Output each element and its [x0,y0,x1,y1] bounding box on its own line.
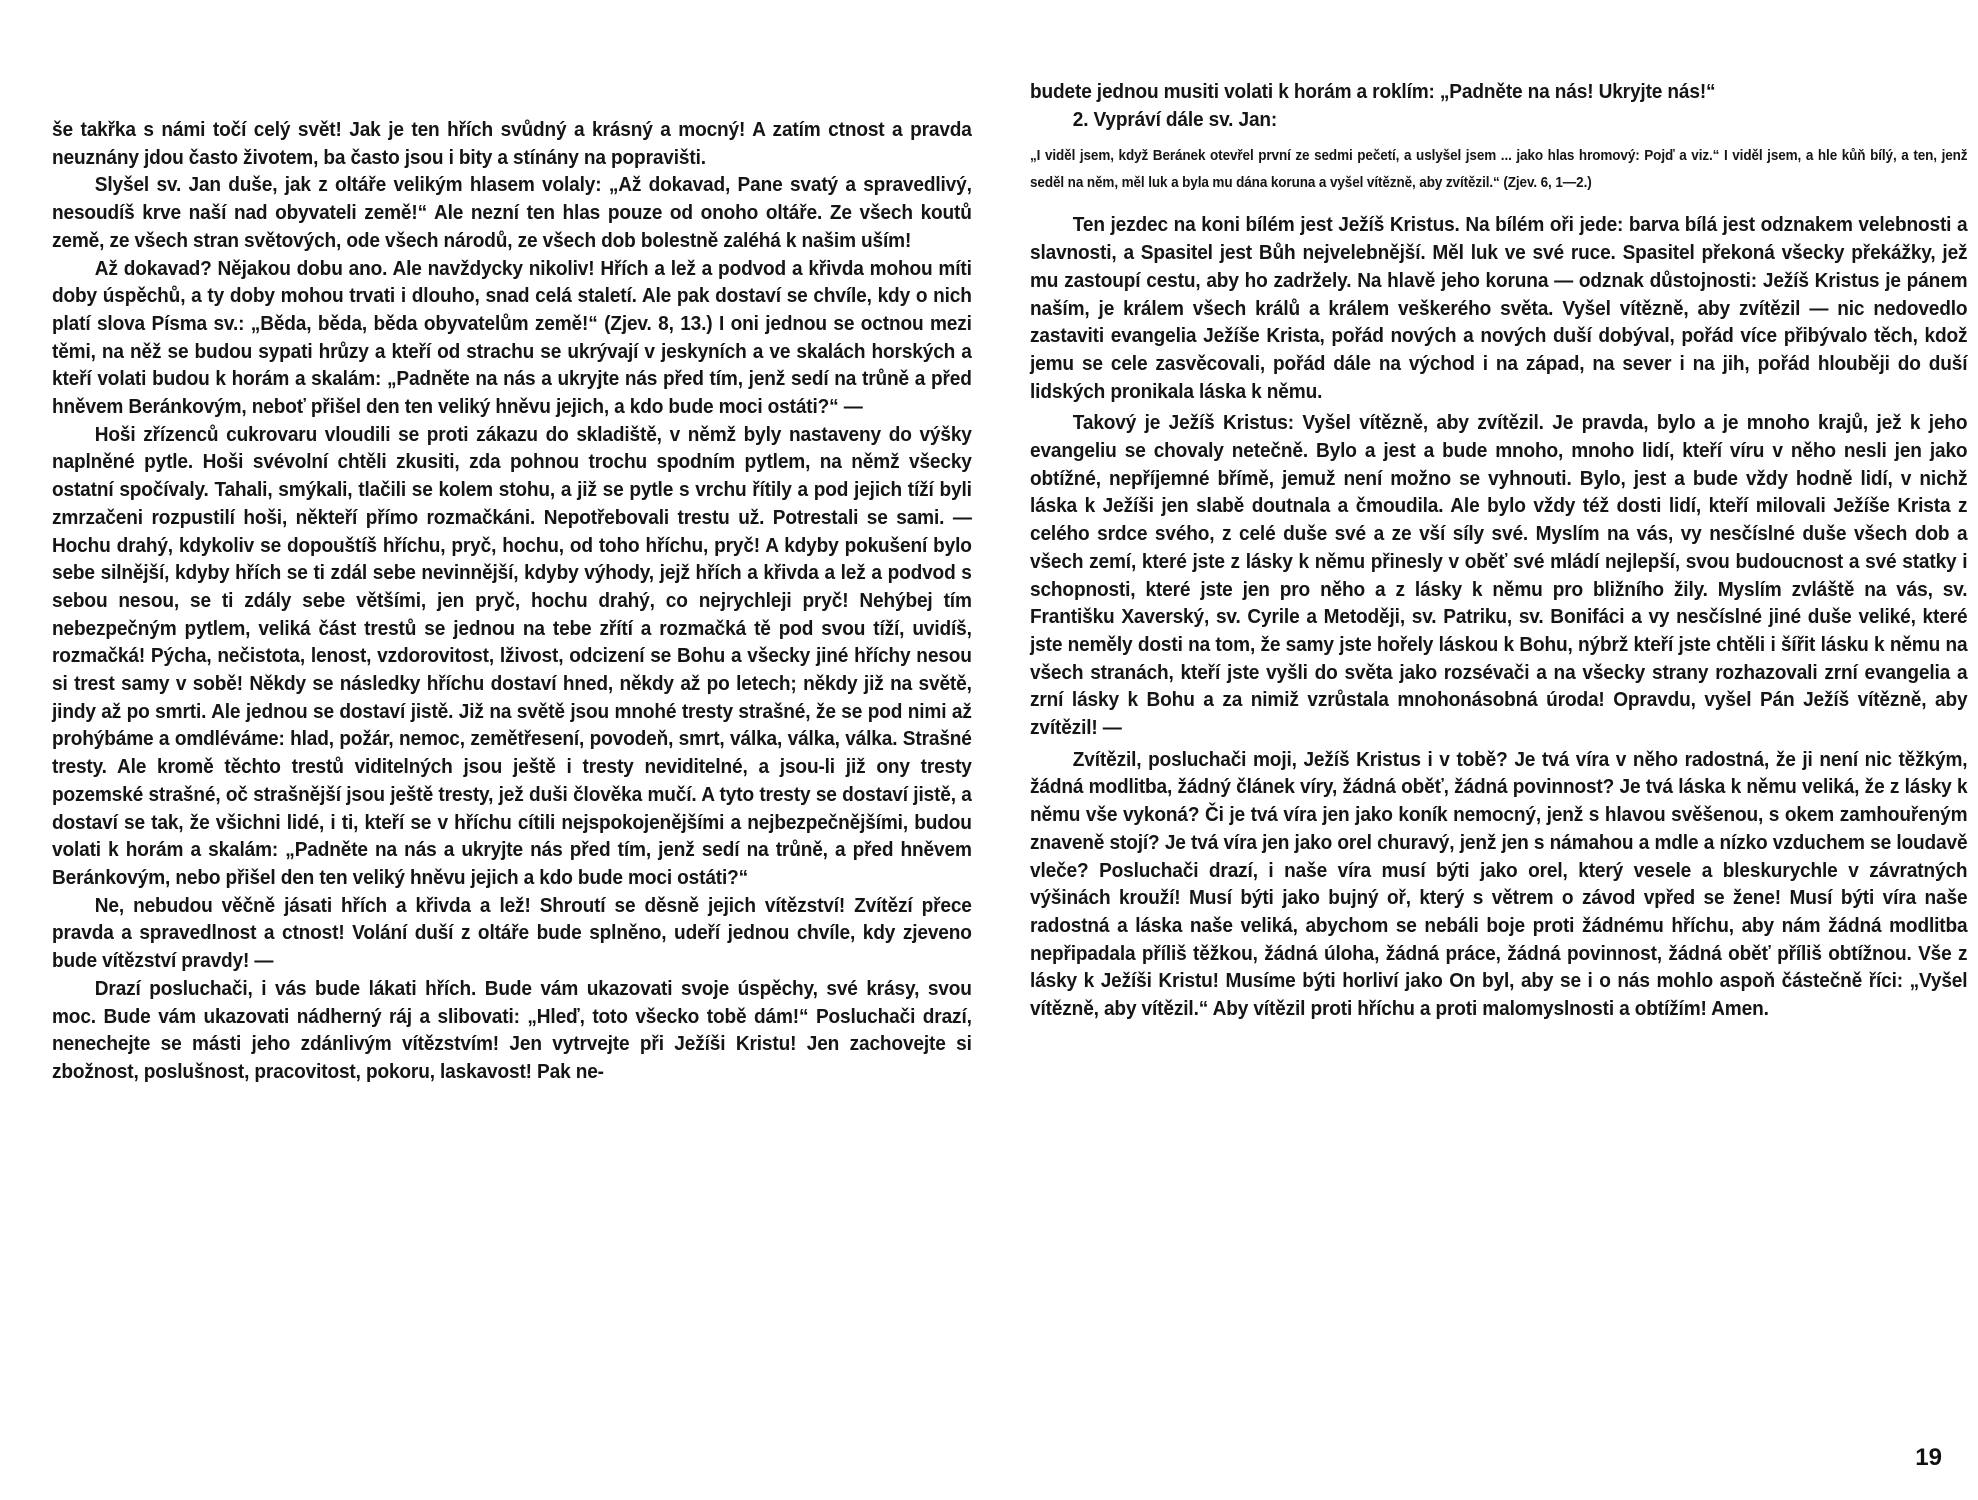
right-page [989,0,1978,1500]
page-number: 19 [1915,1444,1942,1471]
left-paragraph-4: Hoši zřízenců cukrovaru vloudili se proti zákazu do skladiště, v němž byly nastaveny do výšky naplněné pytle. Hoši svévolní chtěli zkusiti, zda pohnou trochu spodním pytlem, na němž všecky ostatní spočívaly. Tahali, smýkali, tlačili se kolem stohu, a již se pytle s vrchu řítily a pod jejich tíží byli zmrzačeni rozpustilí hoši, někteří přímo rozmačkáni. Nepotřebovali trestu už. Potrestali se sami. — Hochu drahý, kdykoliv se dopouštíš hříchu, pryč, hochu, od toho hříchu, pryč! A kdyby pokušení bylo sebe silnější, kdyby hřích se ti zdál sebe nevinnější, kdyby výhody, jejž hřích a křivda a lež a podvod s sebou nesou, se ti zdály sebe většími, jen pryč, hochu drahý, co nejrychleji pryč! Nehýbej tím nebezpečným pytlem, veliká část trestů se jednou na tebe zřítí a rozmačká tě pod svou tíží, uvidíš, rozmačká! Pýcha, nečistota, lenost, vzdorovitost, lživost, odcizení se Bohu a všecky jiné hříchy nesou si trest samy v sobě! Někdy se následky hříchu dostaví hned, někdy až po letech; někdy již na světě, jindy až po smrti. Ale jednou se dostaví jistě. Již na světě jsou mnohé tresty strašné, že se pod nimi až prohýbáme a omdléváme: hlad, požár, nemoc, zemětřesení, povodeň, smrt, válka, válka, válka. Strašné tresty. Ale kromě těchto trestů viditelných jsou ještě i tresty neviditelné, a jsou-li již ony tresty pozemské strašné, oč strašnější jsou ještě tresty, jež duši člověka mučí. A tyto tresty se dostaví jistě, a dostaví se tak, že všichni lidé, i ti, kteří se v hříchu cítili nejspokojenějšími a nejbezpečnějšími, budou volati k horám a skalám: „Padněte na nás a ukryjte nás před tím, jenž sedí na trůně, a před hněvem Beránkovým, nebo přišel den ten veliký hněvu jejich a kdo bude moci ostáti?“ [52,422,972,889]
right-page-text-column [1030,78,1967,1023]
scripture-quote: „I viděl jsem, když Beránek otevřel první ze sedmi pečetí, a uslyšel jsem ... jako hlas hromový: Pojď a viz.“ I viděl jsem, a hle kůň bílý, a ten, jenž seděl na něm, měl luk a byla mu dána koruna a vyšel vítězně, aby zvítězil.“ (Zjev. 6, 1—2.) [1030,148,1968,192]
right-paragraph-1: Ten jezdec na koni bílém jest Ježíš Kristus. Na bílém oři jede: barva bílá jest odznakem velebnosti a slavnosti, a Spasitel jest Bůh nejvelebnější. Měl luk ve své ruce. Spasitel překoná všecky překážky, jež mu zastoupí cestu, aby ho zadržely. Na hlavě jeho koruna — odznak důstojnosti: Ježíš Kristus je pánem naším, je králem všech králů a králem veškerého světa. Vyšel vítězně, aby zvítězil — nic nedovedlo zastaviti evangelia Ježíše Krista, pořád nových a nových duší dobýval, pořád více přibývalo těch, kdož jemu se cele zasvěcovali, pořád dále na východ i na západ, na sever i na jih, pořád hlouběji do duší lidských pronikala láska k němu. [1030,213,1968,403]
section-heading: 2. Vypráví dále sv. Jan: [1072,107,1278,131]
left-paragraph-2: Slyšel sv. Jan duše, jak z oltáře velikým hlasem volaly: „Až dokavad, Pane svatý a spravedlivý, nesoudíš krve naší nad obyvateli země!“ Ale nezní ten hlas pouze od onoho oltáře. Ze všech koutů země, ze všech stran světových, ode všech národů, ze všech dob bolestně zaléhá k našim uším! [52,173,972,252]
left-page-text-column [52,116,972,1086]
left-paragraph-1: še takřka s námi točí celý svět! Jak je ten hřích svůdný a krásný a mocný! A zatím ctnost a pravda neuznány jdou často životem, ba často jsou i bity a stínány na popravišti. [52,118,972,169]
left-paragraph-3: Až dokavad? Nějakou dobu ano. Ale navždycky nikoliv! Hřích a lež a podvod a křivda mohou míti doby úspěchů, a ty doby mohou trvati i dlouho, snad celá staletí. Ale pak dostaví se chvíle, kdy o nich platí slova Písma sv.: „Běda, běda, běda obyvatelům země!“ (Zjev. 8, 13.) I oni jednou se octnou mezi těmi, na něž se budou sypati hrůzy a kteří od strachu se ukrývají v jeskyních a ve skalách horských a kteří volati budou k horám a skalám: „Padněte na nás a ukryjte nás před tím, jenž sedí na trůně a před hněvem Beránkovým, neboť přišel den ten veliký hněvu jejich, a kdo bude moci ostáti?“ — [52,256,972,419]
right-paragraph-2: Takový je Ježíš Kristus: Vyšel vítězně, aby zvítězil. Je pravda, bylo a je mnoho krajů, jež k jeho evangeliu se chovaly netečně. Bylo a jest a bude mnoho, mnoho lidí, kteří víru v něho nesli jen jako obtížné, nepříjemné břímě, jemuž není možno se vyhnouti. Bylo, jest a bude vždy hodně lidí, v nichž láska k Ježíši jen slabě doutnala a čmoudila. Ale bylo vždy též dosti lidí, kteří milovali Ježíše Krista z celého srdce svého, z celé duše své a ze vší síly své. Myslím na vás, vy nesčíslné duše všech dob a všech zemí, které jste z lásky k němu přinesly v oběť své mládí nejlepší, svou budoucnost a své statky i schopnosti, které jste jen pro něho a z lásky k němu pro bližního žily. Myslím zvláště na vás, sv. Františku Xaverský, sv. Cyrile a Metoději, sv. Patriku, sv. Bonifáci a vy nesčíslné jiné duše veliké, které jste neměly dosti na tom, že samy jste hořely láskou k Bohu, nýbrž kteří jste chtěli i šířit lásku k němu na všech stranách, kteří jste vyšli do světa jako rozsévači a na všecky strany rozhazovali zrní evangelia a zrní lásky k Bohu a za nimiž vzrůstala mnohonásobná úroda! Opravdu, vyšel Pán Ježíš vítězně, aby zvítězil! — [1030,411,1968,740]
right-opening-paragraph: budete jednou musiti volati k horám a roklím: „Padněte na nás! Ukryjte nás!“ [1030,80,1716,103]
left-paragraph-5: Ne, nebudou věčně jásati hřích a křivda a lež! Shroutí se děsně jejich vítězství! Zvítězí přece pravda a spravedlnost a ctnost! Volání duší z oltáře bude splněno, udeří jednou chvíle, kdy zjeveno bude vítězství pravdy! — [52,893,972,973]
right-paragraph-3: Zvítězil, posluchači moji, Ježíš Kristus i v tobě? Je tvá víra v něho radostná, že ji není nic těžkým, žádná modlitba, žádný článek víry, žádná oběť, žádná povinnost? Je tvá láska k němu veliká, že z lásky k němu vše vykoná? Či je tvá víra jen jako koník nemocný, jenž s hlavou svěšenou, s okem zamhouřeným znaveně stojí? Je tvá víra jen jako orel churavý, jenž jen s námahou a mdle a nízko vzduchem se loudavě vleče? Posluchači drazí, i naše víra musí býti jako orel, který vesele a bleskurychle v závratných výšinách krouží! Musí býti jako bujný oř, který s větrem o závod vpřed se žene! Musí býti víra naše radostná a láska naše veliká, abychom se nebáli boje proti žádnému hříchu, aby nám žádná modlitba nepřipadala příliš těžkou, žádná úloha, žádná práce, žádná povinnost, žádná oběť příliš obtížnou. Vše z lásky k Ježíši Kristu! Musíme býti horliví jako On byl, aby se i o nás mohlo aspoň částečně říci: „Vyšel vítězně, aby vítězil.“ Aby vítězil proti hříchu a proti malomyslnosti a obtížím! Amen. [1030,747,1968,1021]
left-paragraph-6: Drazí posluchači, i vás bude lákati hřích. Bude vám ukazovati svoje úspěchy, své krásy, svou moc. Bude vám ukazovati nádherný ráj a slibovati: „Hleď, toto všecko tobě dám!“ Posluchači drazí, nenechejte se másti jeho zdánlivým vítězstvím! Jen vytrvejte při Ježíši Kristu! Jen zachovejte si zbožnost, poslušnost, pracovitost, pokoru, laskavost! Pak ne- [52,976,972,1083]
